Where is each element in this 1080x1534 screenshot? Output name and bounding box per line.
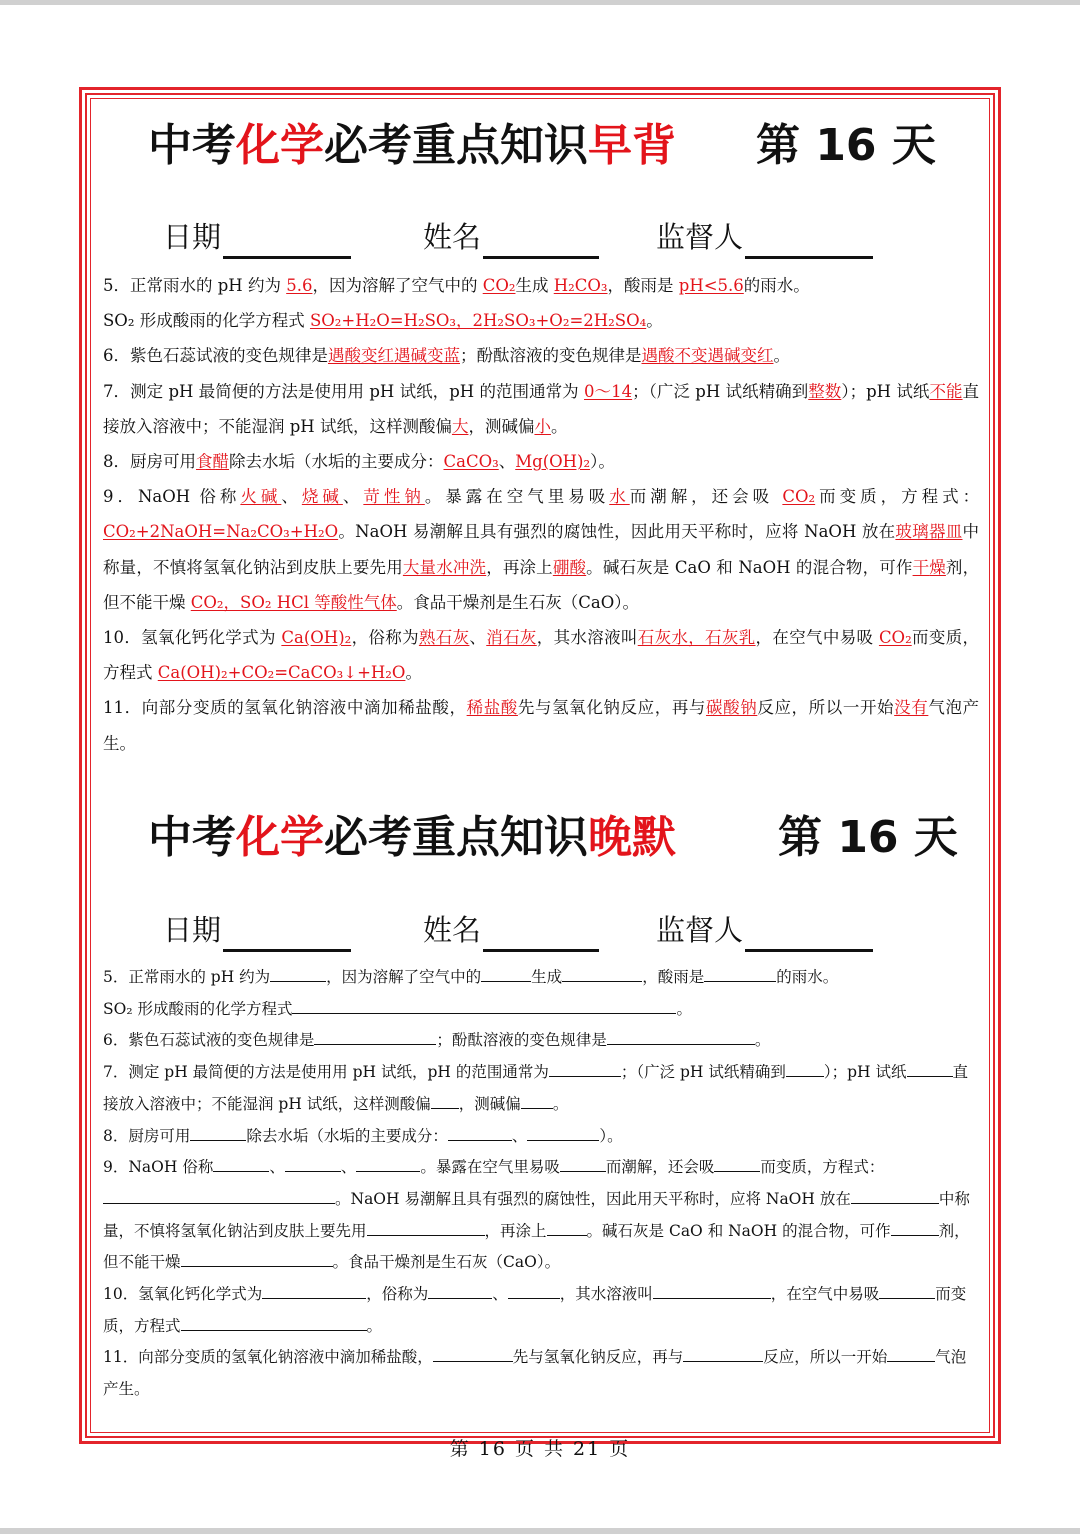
answer: 遇酸变红遇碱变蓝 [328,346,460,366]
text: 反应，所以一开始 [763,1348,888,1367]
text: 。暴露在空气里易吸 [424,487,610,507]
text: 。暴露在空气里易吸 [420,1158,560,1177]
answer: CaCO₃ [443,452,499,472]
blank[interactable] [292,997,676,1014]
date-field [163,215,351,259]
answer: Mg(OH)₂ [515,452,591,472]
blank[interactable] [879,1282,935,1299]
name-field [423,908,599,952]
answer: 水 [609,487,630,507]
blank[interactable] [907,1060,953,1077]
answer: CO₂，SO₂ HCl 等酸性气体 [190,592,397,612]
answer: 硼酸 [552,557,587,577]
answer: 稀盐酸 [466,698,518,718]
date-label: 日期 [163,220,222,254]
item-10 [103,620,979,690]
text: 。 [366,1316,383,1335]
blank[interactable] [181,1250,333,1267]
text: ，其水溶液叫 [536,628,638,648]
text: 先与氢氧化钠反应，再与 [512,1348,684,1367]
text: 生成 [515,276,549,295]
text: 11．向部分变质的氢氧化钠溶液中滴加稀盐酸， [103,1348,433,1367]
supervisor-line [745,915,873,952]
blank[interactable] [270,965,326,982]
item-9 [103,479,979,620]
text: ，因为溶解了空气中的 [326,968,482,986]
item-6 [103,338,979,373]
answer-content [103,268,979,761]
text: 气泡产生。 [103,1348,967,1399]
text: 5．正常雨水的 pH 约为 [103,276,281,295]
item-7 [103,374,979,444]
text: ，在空气中易吸 [770,1285,880,1304]
text: 。NaOH 易潮解且具有强烈的腐蚀性，因此用天平称时，应将 NaOH 放在 [338,522,896,542]
top-edge [0,0,1080,5]
supervisor-label: 监督人 [656,913,744,947]
blank[interactable] [683,1345,763,1362]
blank[interactable] [103,1187,335,1204]
text: 9．NaOH 俗称 [103,487,241,507]
answer: 燥 [929,557,946,577]
answer: 大 [451,416,469,436]
item-7: 7．测定 pH 最简便的方法是使用用 pH 试纸，pH 的范围通常为 ；（广泛 pH 试纸精确到 ）；pH 试纸 直接放入溶液中；不能湿润 pH 试纸，这样测酸偏 ，测碱偏 。 [103,1057,979,1120]
name-line [483,915,599,952]
text: ，俗称为 [351,628,419,648]
text: 而变质，方程式 [103,628,980,683]
text: 、 [342,487,364,507]
text: ）；pH 试纸 [841,381,930,401]
title-part-1: 中考 [148,120,236,171]
text: 。 [676,999,692,1018]
answer: 碳酸钠 [706,698,758,718]
text: 。碱石灰是 CaO 和 NaOH 的混合物，可作 [586,1221,891,1240]
text: 的雨水。 [743,276,810,295]
text: ；（广泛 pH 试纸精确到 [620,1063,786,1082]
name-line [483,222,599,259]
morning-title [148,116,948,176]
answer: CO₂ [878,628,912,648]
item-8 [103,444,979,479]
blank[interactable] [527,1124,599,1141]
answer: 石灰水，石灰乳 [637,628,756,648]
text: 。 [552,1094,569,1113]
blank[interactable] [448,1124,512,1141]
text: 、 [281,487,302,507]
blank[interactable] [607,1028,755,1045]
title-part-1: 中考 [148,812,236,863]
blank[interactable] [367,1219,485,1236]
blank[interactable] [213,1155,269,1172]
blank[interactable] [431,1092,459,1109]
text: ）。 [599,1126,623,1145]
item-5 [103,962,979,994]
answer: 烧碱 [301,487,343,507]
text: 9．NaOH 俗称 [103,1158,214,1177]
answer: H₂CO₃ [553,276,608,295]
blank[interactable] [704,965,776,982]
date-label: 日期 [163,913,222,947]
text: ，测碱偏 [468,416,535,436]
text: ；酚酞溶液的变色规律是 [436,1031,607,1050]
blank-content [103,962,979,1406]
blank[interactable] [653,1282,771,1299]
answer: CO₂ [482,276,516,295]
item-5-equation [103,994,979,1026]
title-part-2: 化学 [236,812,324,863]
answer: 大量水冲洗 [402,557,487,577]
blank[interactable] [356,1155,420,1172]
text: ，酸雨是 [607,276,674,295]
text: 剂，但不能干燥 [103,1221,970,1272]
answer: 消石灰 [486,628,537,648]
title-part-3: 必考重点知识 [324,120,588,171]
answer: 没有 [894,698,929,718]
text: ）。 [590,452,615,472]
text: ，因为溶解了空气中的 [312,276,478,295]
date-line [223,222,351,259]
text: ，酸雨是 [642,968,705,986]
text: 、 [511,1126,528,1145]
name-label: 姓名 [423,913,482,947]
text: ，俗称为 [366,1285,429,1304]
item-11 [103,690,979,760]
supervisor-label: 监督人 [656,220,744,254]
answer: 干 [912,557,930,577]
text: 生成 [531,968,563,986]
text: 8．厨房可用 [103,452,196,472]
text: ；（广泛 pH 试纸精确到 [632,381,809,401]
text: ，其水溶液叫 [559,1285,653,1304]
text: 除去水垢（水垢的主要成分： [246,1126,448,1145]
answer: 食醋 [196,452,229,472]
text: 而变质，方程式 [103,1285,967,1335]
blank[interactable] [521,1092,553,1109]
text: ；酚酞溶液的变色规律是 [460,346,642,366]
answer: 不 [929,381,946,401]
text: 、 [469,628,487,648]
name-label: 姓名 [423,220,482,254]
blank[interactable] [851,1187,939,1204]
supervisor-line [745,222,873,259]
item-8 [103,1121,979,1153]
title-part-4: 晚默 [588,812,676,863]
text: 反应，所以一开始 [757,698,895,718]
answer: CO₂+2NaOH=Na₂CO₃+H₂O [103,522,339,542]
text: 10．氢氧化钙化学式为 [103,1285,263,1304]
date-field [163,908,351,952]
answer: 小 [534,416,551,436]
text: 11．向部分变质的氢氧化钠溶液中滴加稀盐酸， [103,698,467,718]
blank[interactable] [428,1282,492,1299]
text: 的雨水。 [776,968,839,986]
text: 10．氢氧化钙化学式为 [103,628,276,648]
blank[interactable] [562,965,642,982]
text: 。碱石灰是 CaO 和 NaOH 的混合物，可作 [586,557,913,577]
blank[interactable] [285,1155,341,1172]
blank[interactable] [481,965,531,982]
day-label: 第 16 天 [778,812,958,863]
answer: 苛性钠 [363,487,425,507]
text: 、 [498,452,516,472]
answer: 火碱 [240,487,282,507]
text: 。 [646,311,663,331]
item-5 [103,268,979,303]
text: 7．测定 pH 最简便的方法是使用用 pH 试纸，pH 的范围通常为 [103,381,579,401]
name-field [423,215,599,259]
text: 、 [492,1285,508,1304]
text: 、 [269,1158,285,1177]
blank[interactable] [560,1155,606,1172]
text: 除去水垢（水垢的主要成分： [229,452,444,472]
text: 。NaOH 易潮解且具有强烈的腐蚀性，因此用天平称时，应将 NaOH 放在 [335,1189,851,1208]
signature-row [163,908,923,952]
text: ）；pH 试纸 [823,1063,907,1082]
text: ，测碱偏 [458,1094,521,1113]
supervisor-field [656,908,873,952]
answer: CO₂ [782,487,816,507]
text: 气泡产生。 [103,698,980,753]
text: 先与氢氧化钠反应，再与 [517,698,707,718]
title-part-3: 必考重点知识 [324,812,588,863]
evening-title [148,808,958,868]
answer: 整数 [808,381,842,401]
answer: 0～14 [584,381,633,401]
day-label: 第 16 天 [756,120,936,171]
text: SO₂ 形成酸雨的化学方程式 [103,999,293,1018]
text: 6．紫色石蕊试液的变色规律是 [103,1031,315,1050]
answer: pH<5.6 [678,276,744,295]
text: 而变质，方程式： [815,487,980,507]
text: ，在空气中易吸 [755,628,874,648]
text: 。食品干燥剂是生石灰（CaO）。 [396,592,639,612]
answer: 能 [945,381,963,401]
blank[interactable] [714,1155,760,1172]
text: 5．正常雨水的 pH 约为 [103,968,271,986]
text: 。 [405,663,422,683]
page-footer: 第 16 页 共 21 页 [449,1438,631,1460]
text: 直接放入溶液中；不能湿润 pH 试纸，这样测酸偏 [103,381,980,436]
item-10 [103,1279,979,1342]
blank[interactable] [547,1219,587,1236]
answer: Ca(OH)₂+CO₂=CaCO₃↓+H₂O [157,663,406,683]
item-5-equation [103,303,979,338]
supervisor-field [656,215,873,259]
blank[interactable] [786,1060,824,1077]
blank[interactable] [190,1124,246,1141]
bottom-edge [0,1528,1080,1534]
blank[interactable] [508,1282,560,1299]
text: 而潮解，还会吸 [605,1158,715,1177]
text: 7．测定 pH 最简便的方法是使用用 pH 试纸，pH 的范围通常为 [103,1063,549,1082]
title-part-2: 化学 [236,120,324,171]
title-part-4: 早背 [588,120,676,171]
blank[interactable] [181,1314,367,1331]
blank[interactable] [262,1282,366,1299]
item-11 [103,1342,979,1405]
text: 。食品干燥剂是生石灰（CaO）。 [332,1253,561,1272]
text: 而潮解，还会吸 [629,487,774,507]
text: ，再涂上 [484,1221,547,1240]
blank[interactable] [891,1219,939,1236]
blank[interactable] [549,1060,621,1077]
text: 6．紫色石蕊试液的变色规律是 [103,346,328,366]
answer: 玻璃器皿 [895,522,963,542]
blank[interactable] [314,1028,436,1045]
answer: 遇酸不变遇碱变红 [641,346,774,366]
text: SO₂ 形成酸雨的化学方程式 [103,311,305,331]
text: 。 [773,346,790,366]
text: 、 [340,1158,357,1177]
answer: Ca(OH)₂ [281,628,352,648]
text: 。 [754,1031,771,1050]
text: ，再涂上 [486,557,553,577]
answer: SO₂+H₂O=H₂SO₃，2H₂SO₃+O₂=2H₂SO₄ [309,311,647,331]
date-line [223,915,351,952]
answer: 5.6 [286,276,313,295]
text: 中称量，不慎将氢氧化钠沾到皮肤上要先用 [103,522,979,577]
text: 。 [550,416,568,436]
text: 8．厨房可用 [103,1126,191,1145]
blank[interactable] [433,1345,513,1362]
item-6 [103,1025,979,1057]
item-9: 9．NaOH 俗称 、 、 。暴露在空气里易吸 而潮解，还会吸 而变质，方程式： 。NaOH 易潮解且具有强烈的腐蚀性，因此用天平称时，应将 NaOH 放在 中称量，不慎将氢氧化钠沾到皮肤上要先用 ，再涂上 。碱石灰是 CaO 和 NaOH 的混合物，可作 剂，但不能干燥 。食品干燥剂是生石灰（CaO）。 [103,1152,979,1279]
blank[interactable] [887,1345,935,1362]
text: 而变质，方程式： [760,1158,885,1177]
answer: 熟石灰 [418,628,470,648]
text: 剂，但不能干燥 [103,557,980,612]
signature-row [163,215,923,259]
